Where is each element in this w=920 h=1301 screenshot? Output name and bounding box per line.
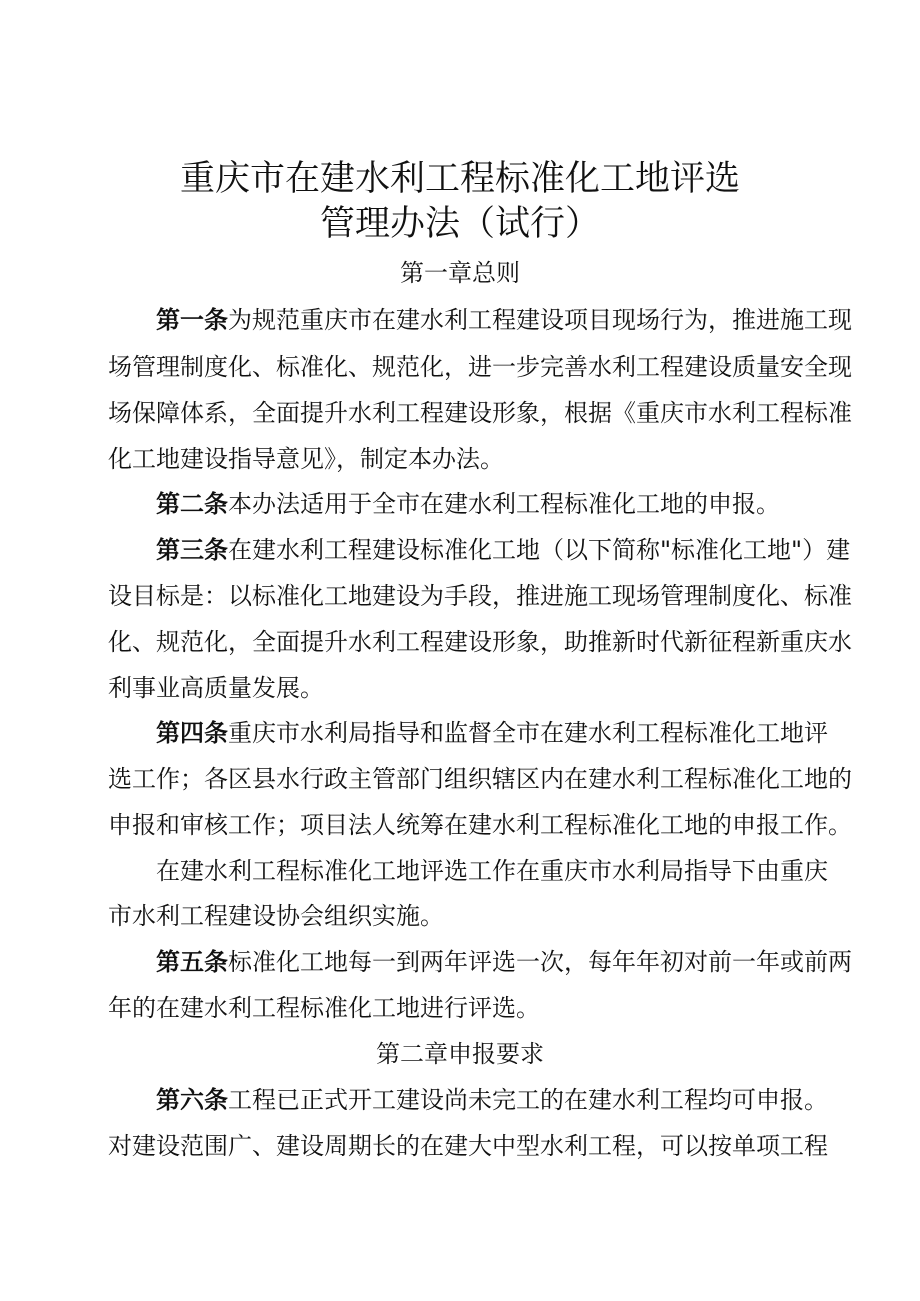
- article-4-line-1: [156, 718, 828, 748]
- article-4-label: 第四条: [156, 719, 228, 747]
- article-5-text-1: 标准化工地每一到两年评选一次，每年年初对前一年或前两: [228, 948, 852, 976]
- article-4-line-3: 申报和审核工作；项目法人统筹在建水利工程标准化工地的申报工作。: [108, 811, 852, 839]
- article-3-line-4: 利事业高质量发展。: [108, 674, 324, 702]
- chapter-2-heading: 第二章申报要求: [376, 1040, 544, 1068]
- article-4-line-2: 选工作；各区县水行政主管部门组织辖区内在建水利工程标准化工地的: [108, 765, 852, 793]
- article-6-line-1: [156, 1085, 828, 1115]
- document-title-line-2: 管理办法（试行）: [319, 204, 600, 244]
- article-1-line-2: 场管理制度化、标准化、规范化，进一步完善水利工程建设质量安全现: [108, 353, 852, 381]
- article-3-line-3: 化、规范化，全面提升水利工程建设形象，助推新时代新征程新重庆水: [108, 628, 852, 656]
- article-1-label: 第一条: [156, 306, 228, 334]
- article-4-para-2-line-2: 市水利工程建设协会组织实施。: [108, 902, 444, 930]
- article-5-line-2: 年的在建水利工程标准化工地进行评选。: [108, 994, 540, 1022]
- article-3-label: 第三条: [156, 536, 228, 564]
- article-1-line-1: [156, 305, 852, 335]
- article-2-line-1: [156, 489, 828, 519]
- article-4-text-1: 重庆市水利局指导和监督全市在建水利工程标准化工地评: [228, 719, 828, 747]
- article-2-text-1: 本办法适用于全市在建水利工程标准化工地的申报。: [228, 490, 780, 518]
- article-1-text-1: 为规范重庆市在建水利工程建设项目现场行为，推进施工现: [228, 306, 852, 334]
- article-6-text-1: 工程已正式开工建设尚未完工的在建水利工程均可申报。: [228, 1086, 828, 1114]
- article-3-line-2: 设目标是：以标准化工地建设为手段，推进施工现场管理制度化、标准: [108, 582, 852, 610]
- article-5-line-1: [156, 947, 852, 977]
- article-1-line-4: 化工地建设指导意见》，制定本办法。: [108, 445, 504, 473]
- article-6-label: 第六条: [156, 1086, 228, 1114]
- article-5-label: 第五条: [156, 948, 228, 976]
- article-6-line-2: 对建设范围广、建设周期长的在建大中型水利工程，可以按单项工程: [108, 1132, 828, 1160]
- chapter-1-heading: 第一章总则: [400, 259, 520, 287]
- article-3-text-1: 在建水利工程建设标准化工地（以下简称"标准化工地"）建: [228, 536, 851, 564]
- article-1-line-3: 场保障体系，全面提升水利工程建设形象，根据《重庆市水利工程标准: [108, 399, 852, 427]
- article-4-para-2-line-1: 在建水利工程标准化工地评选工作在重庆市水利局指导下由重庆: [156, 857, 828, 885]
- document-title-line-1: 重庆市在建水利工程标准化工地评选: [179, 159, 740, 199]
- article-3-line-1: [156, 535, 851, 565]
- article-2-label: 第二条: [156, 490, 228, 518]
